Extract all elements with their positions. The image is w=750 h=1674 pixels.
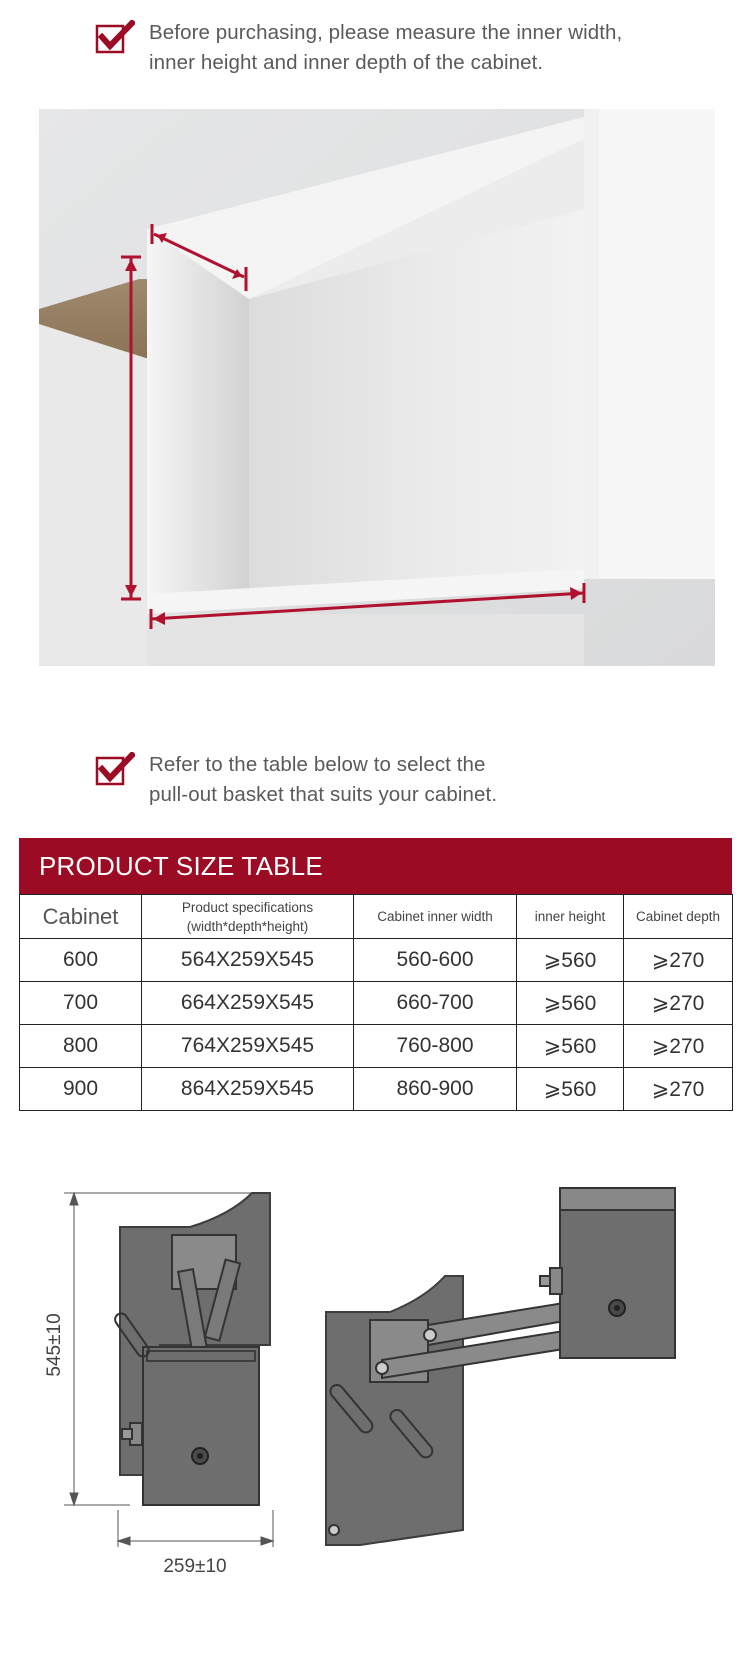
measure-text-line2: inner height and inner depth of the cabinet. (149, 51, 544, 74)
cabinet-measurement-photo (39, 109, 715, 666)
depth-label: 259±10 (163, 1556, 227, 1577)
svg-text:545±10: 545±10 (44, 1313, 65, 1377)
measure-text-line1: Before purchasing, please measure the inner width, (149, 21, 623, 44)
select-text-line2: pull-out basket that suits your cabinet. (149, 783, 498, 806)
header-spec-line1: Product specifications (181, 899, 314, 915)
header-spec-line2: (width*depth*height) (186, 918, 309, 934)
cell-spec: 864X259X545 (142, 1068, 354, 1111)
cell-inner-height: ⩾560 (517, 1068, 624, 1111)
size-grid (19, 894, 733, 1111)
header-depth: Cabinet depth (624, 895, 733, 939)
measure-instruction (95, 18, 622, 78)
cell-inner-width: 860-900 (354, 1068, 517, 1111)
cell-spec: 564X259X545 (142, 939, 354, 982)
header-inner-width: Cabinet inner width (354, 895, 517, 939)
cell-inner-height: ⩾560 (517, 982, 624, 1025)
cell-cabinet: 800 (20, 1025, 142, 1068)
cell-spec: 664X259X545 (142, 982, 354, 1025)
cell-inner-height: ⩾560 (517, 1025, 624, 1068)
cell-depth: ⩾270 (624, 1025, 733, 1068)
header-inner-height: inner height (517, 895, 624, 939)
cell-spec: 764X259X545 (142, 1025, 354, 1068)
table-title: PRODUCT SIZE TABLE (19, 838, 732, 894)
basket-folded-diagram (40, 1175, 300, 1590)
table-header-row (20, 895, 733, 939)
basket-extended-diagram (320, 1180, 710, 1570)
height-label (44, 1313, 65, 1376)
cell-inner-width: 660-700 (354, 982, 517, 1025)
table-row (20, 1025, 733, 1068)
table-row (20, 982, 733, 1025)
cell-depth: ⩾270 (624, 939, 733, 982)
table-row (20, 939, 733, 982)
cell-depth: ⩾270 (624, 982, 733, 1025)
cell-cabinet: 700 (20, 982, 142, 1025)
cell-cabinet: 900 (20, 1068, 142, 1111)
table-row (20, 1068, 733, 1111)
cell-inner-height: ⩾560 (517, 939, 624, 982)
header-cabinet: Cabinet (20, 895, 142, 939)
checkbox-check-icon (95, 20, 135, 56)
header-specifications (142, 895, 354, 939)
cell-cabinet: 600 (20, 939, 142, 982)
select-text-line1: Refer to the table below to select the (149, 753, 486, 776)
product-size-table (19, 838, 732, 1111)
cell-inner-width: 560-600 (354, 939, 517, 982)
cell-depth: ⩾270 (624, 1068, 733, 1111)
cell-inner-width: 760-800 (354, 1025, 517, 1068)
select-instruction (95, 750, 497, 810)
checkbox-check-icon (95, 752, 135, 788)
